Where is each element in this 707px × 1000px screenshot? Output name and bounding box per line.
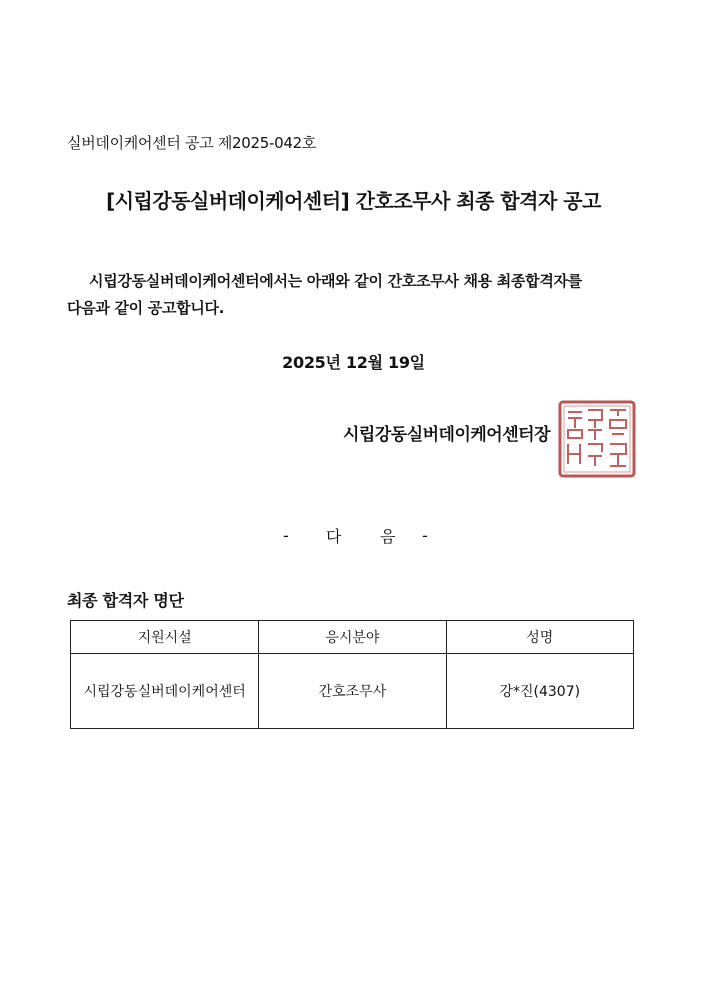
section-dash-left: -: [283, 526, 289, 545]
notice-number: 실버데이케어센터 공고 제2025-042호: [67, 134, 317, 152]
result-table: [70, 620, 634, 729]
header-facility: 지원시설: [71, 621, 259, 654]
table-row: [71, 654, 634, 729]
cell-name: 강*진(4307): [446, 654, 633, 729]
cell-field: 간호조무사: [259, 654, 446, 729]
cell-facility: 시립강동실버데이케어센터: [71, 654, 259, 729]
section-dash-right: -: [422, 526, 428, 545]
header-field: 응시분야: [259, 621, 446, 654]
list-heading: 최종 합격자 명단: [67, 591, 184, 610]
body-line-2: 다음과 같이 공고합니다.: [67, 299, 225, 317]
section-marker-da: 다: [326, 527, 342, 546]
issuer-name: 시립강동실버데이케어센터장: [343, 425, 550, 445]
table-header-row: [71, 621, 634, 654]
document-title: [시립강동실버데이케어센터] 간호조무사 최종 합격자 공고: [106, 189, 601, 213]
header-name: 성명: [446, 621, 633, 654]
official-seal-icon: [558, 400, 636, 478]
document-date: 2025년 12월 19일: [282, 353, 425, 372]
body-paragraph: [67, 268, 647, 322]
section-marker-eum: 음: [380, 527, 396, 546]
body-line-1: 시립강동실버데이케어센터에서는 아래와 같이 간호조무사 채용 최종합격자를: [89, 272, 582, 290]
